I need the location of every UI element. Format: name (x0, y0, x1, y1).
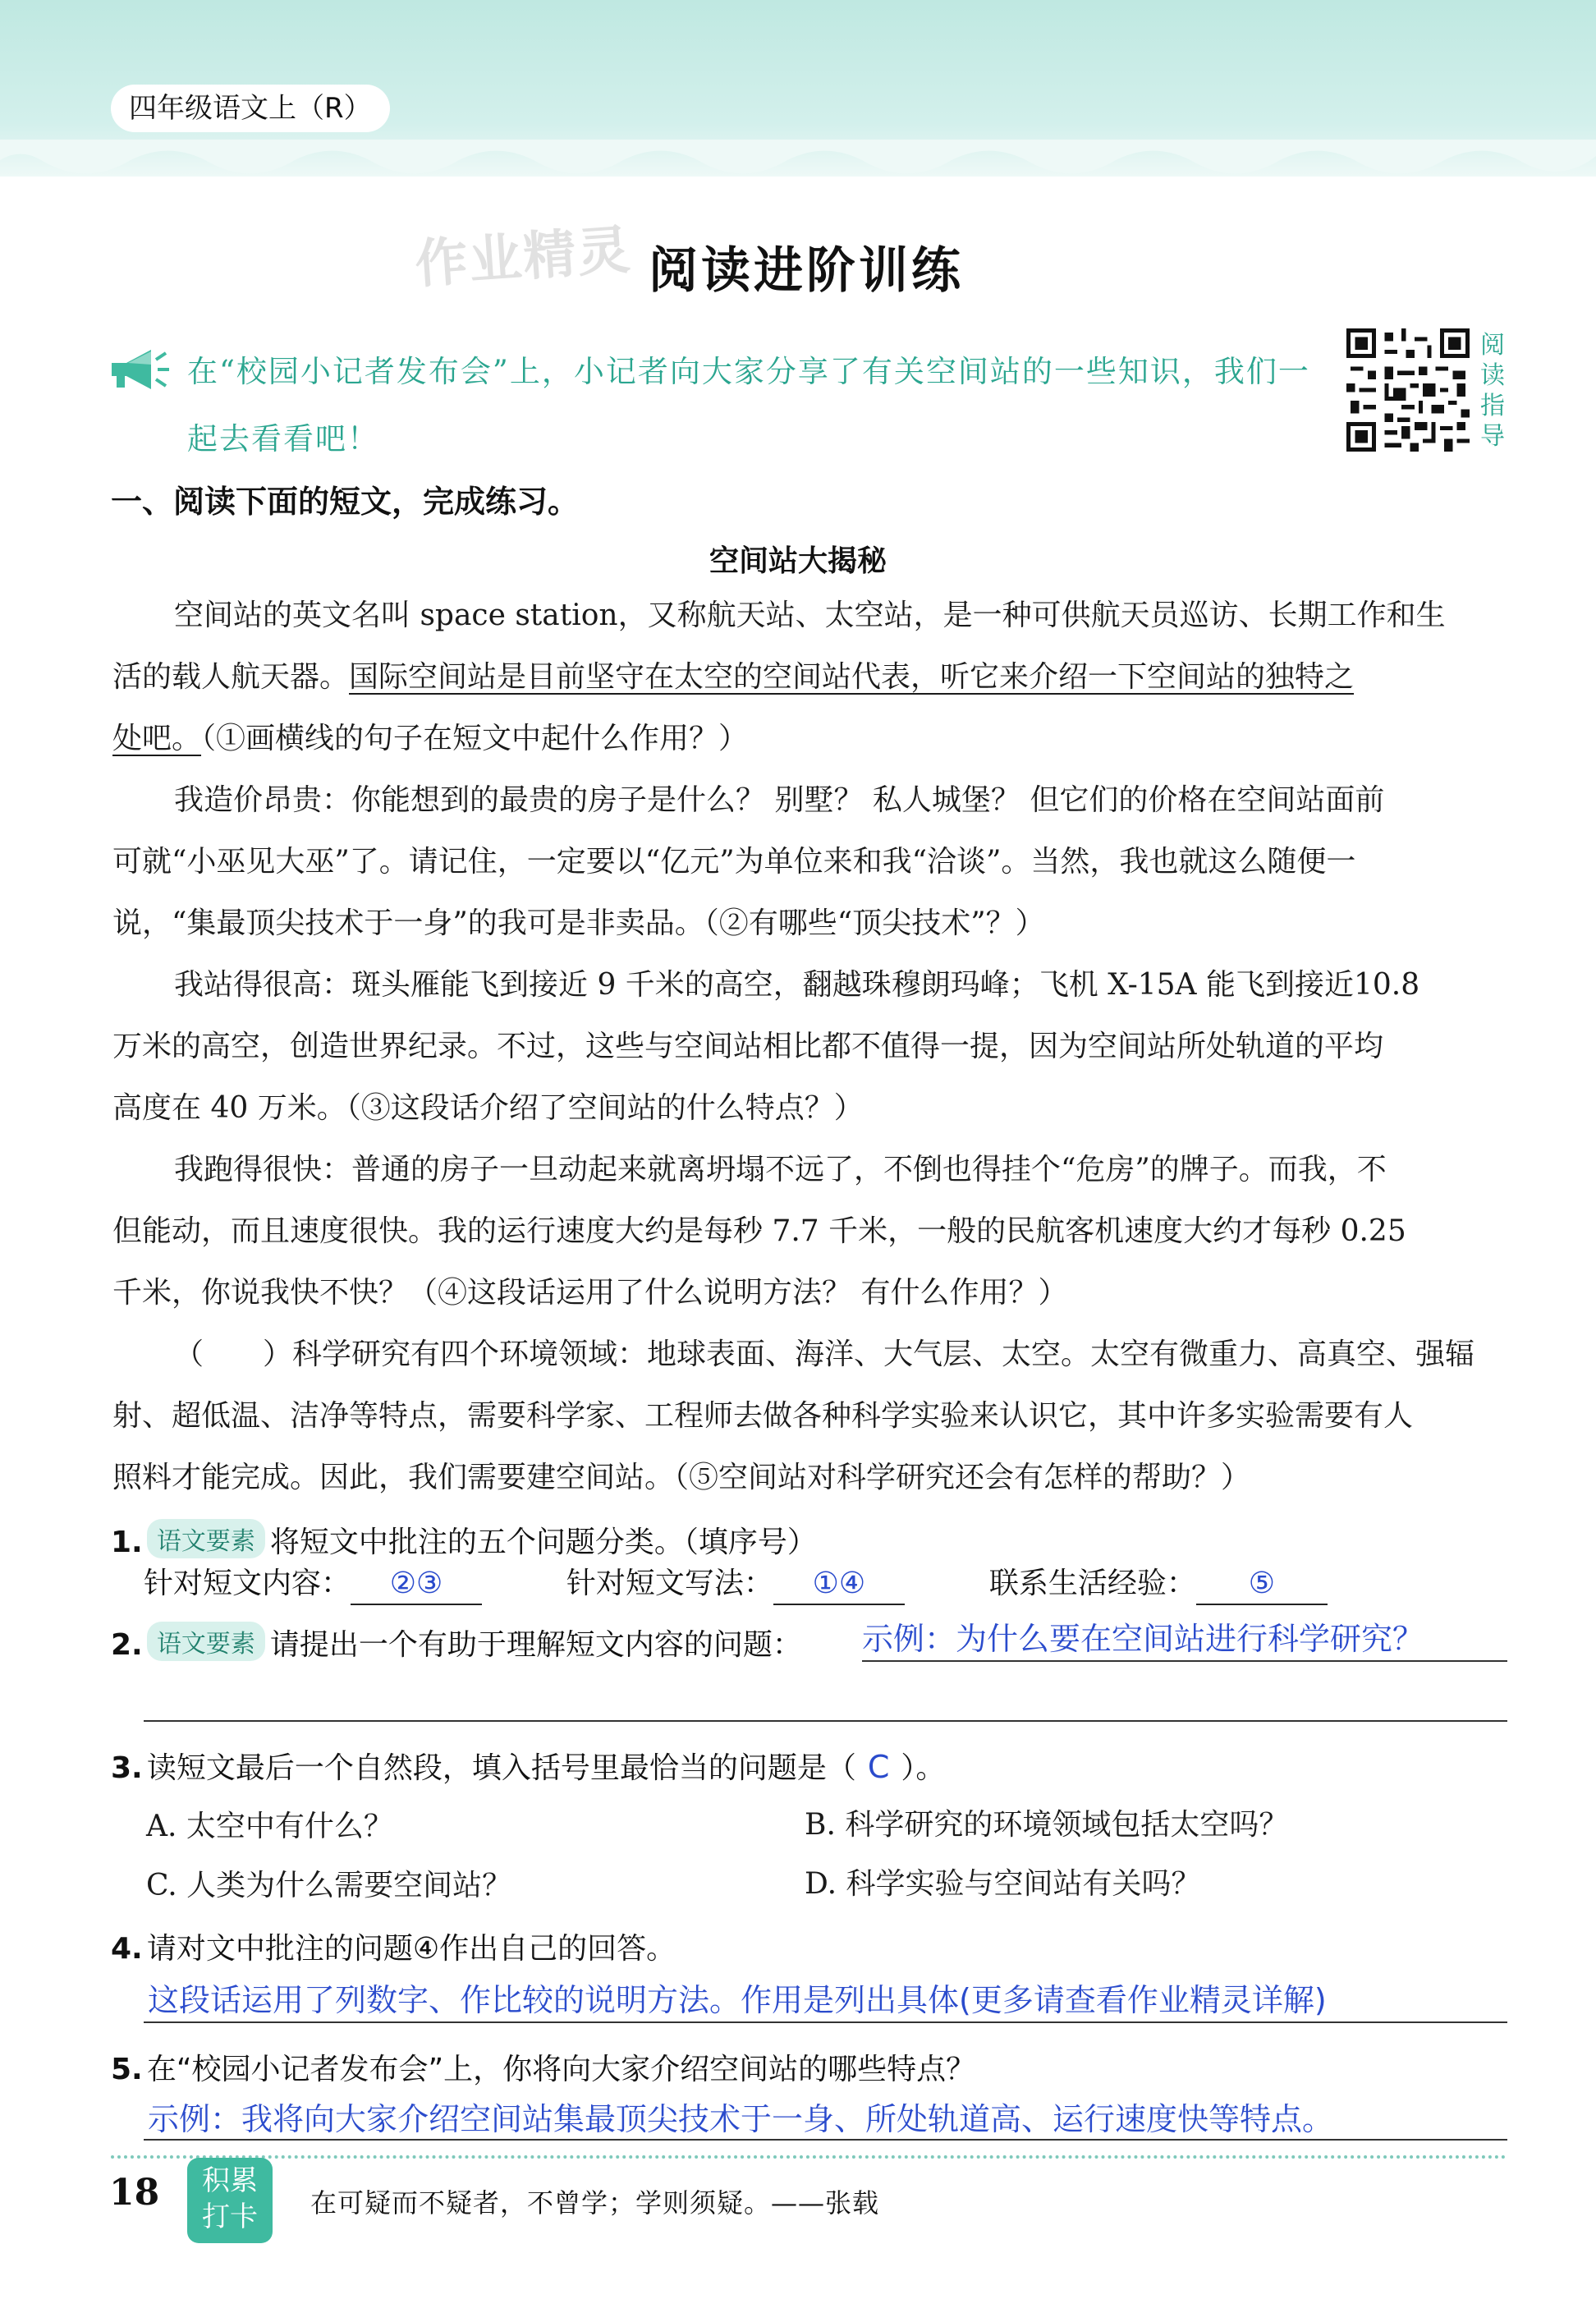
passage-p4-line3: 千米，你说我快不快？（④这段话运用了什么说明方法？ 有什么作用？） (112, 1276, 1068, 1310)
question-text: 在“校园小记者发布会”上，你将向大家介绍空间站的哪些特点？ (146, 2053, 976, 2086)
question-text: 读短文最后一个自然段，填入括号里最恰当的问题是（ (146, 1751, 856, 1785)
answer-label-content: 针对短文内容： (144, 1567, 351, 1600)
question-text: 请对文中批注的问题④作出自己的回答。 (146, 1932, 676, 1966)
answer-label-writing: 针对短文写法： (566, 1567, 773, 1600)
passage-p1-line1: 空间站的英文名叫 space station，又称航天站、太空站，是一种可供航天员巡访、长期工作和生 (174, 599, 1446, 632)
question-5 (111, 2046, 975, 2088)
option-b[interactable]: B. 科学研究的环境领域包括太空吗？ (805, 1808, 1289, 1842)
intro-line-2: 起去看看吧！ (187, 421, 379, 457)
answer-line (144, 1720, 1507, 1722)
question-text-end: ）。 (901, 1751, 946, 1785)
page-number: 18 (109, 2172, 160, 2214)
page-title: 阅读进阶训练 (649, 242, 964, 300)
qr-code-icon (1346, 328, 1470, 452)
badge-line: 积累 (202, 2164, 258, 2197)
question-text: 请提出一个有助于理解短文内容的问题： (269, 1628, 802, 1662)
passage-p3-line3: 高度在 40 万米。（③这段话介绍了空间站的什么特点？） (112, 1091, 864, 1125)
megaphone-icon (105, 345, 171, 394)
question-number: 1. (111, 1526, 143, 1559)
skill-tag: 语文要素 (147, 1622, 265, 1661)
passage-p1-line3 (112, 718, 748, 759)
question-text: 将短文中批注的五个问题分类。（填序号） (269, 1526, 817, 1559)
answer-line (144, 2021, 1507, 2023)
passage-p3-line1: 我站得很高：斑头雁能飞到接近 9 千米的高空，翻越珠穆朗玛峰；飞机 X-15A 能飞到接近10.8 (174, 968, 1420, 1002)
annotation-1: （①画横线的句子在短文中起什么作用？） (201, 722, 749, 755)
answer-line (144, 2139, 1507, 2141)
question-1-answers (144, 1560, 1328, 1605)
intro-line-1: 在“校园小记者发布会”上，小记者向大家分享了有关空间站的一些知识，我们一 (187, 354, 1310, 389)
question-number: 5. (111, 2053, 143, 2086)
footer-dotted-line (111, 2155, 1507, 2159)
passage-text: 活的载人航天器。 (112, 660, 350, 694)
passage-p2-line1: 我造价昂贵：你能想到的最贵的房子是什么？ 别墅？ 私人城堡？ 但它们的价格在空间站面前 (174, 783, 1385, 817)
option-c[interactable]: C. 人类为什么需要空间站？ (146, 1869, 512, 1902)
qr-guide-char: 读 (1480, 361, 1505, 390)
answer-label-life: 联系生活经验： (988, 1567, 1196, 1600)
underlined-sentence: 国际空间站是目前坚守在太空的空间站代表，听它来介绍一下空间站的独特之 (349, 660, 1355, 694)
question-5-answer[interactable]: 示例：我将向大家介绍空间站集最顶尖技术于一身、所处轨道高、运行速度快等特点。 (148, 2101, 1334, 2137)
qr-guide-char: 阅 (1480, 331, 1505, 360)
passage-p5-line1: （ ）科学研究有四个环境领域：地球表面、海洋、大气层、太空。太空有微重力、高真空、强辐 (174, 1338, 1475, 1371)
answer-writing[interactable]: ①④ (773, 1564, 905, 1605)
question-2-answer[interactable]: 示例：为什么要在空间站进行科学研究？ (862, 1621, 1424, 1657)
passage-p2-line3: 说，“集最顶尖技术于一身”的我可是非卖品。（②有哪些“顶尖技术”？） (112, 906, 1045, 940)
passage-p2-line2: 可就“小巫见大巫”了。请记住，一定要以“亿元”为单位来和我“洽谈”。当然，我也就这么随便一 (112, 845, 1356, 879)
option-a[interactable]: A. 太空中有什么？ (146, 1810, 393, 1843)
section-heading: 一、阅读下面的短文，完成练习。 (111, 484, 580, 520)
passage-title: 空间站大揭秘 (709, 544, 887, 578)
option-d[interactable]: D. 科学实验与空间站有关吗？ (805, 1867, 1201, 1901)
passage-p4-line2: 但能动，而且速度很快。我的运行速度大约是每秒 7.7 千米，一般的民航客机速度大约才每秒 0.25 (112, 1214, 1406, 1248)
answer-content[interactable]: ②③ (351, 1564, 482, 1605)
question-2 (111, 1622, 802, 1663)
skill-tag: 语文要素 (147, 1519, 265, 1558)
qr-guide-label (1478, 330, 1507, 452)
question-number: 3. (111, 1751, 143, 1785)
question-number: 4. (111, 1932, 143, 1966)
underlined-sentence: 处吧。 (112, 722, 202, 755)
badge-line: 打卡 (202, 2200, 258, 2233)
question-3-answer[interactable]: C (867, 1749, 890, 1785)
question-1 (111, 1519, 817, 1561)
question-3 (111, 1745, 945, 1787)
passage-p1-line2 (112, 657, 1354, 698)
passage-p3-line2: 万米的高空，创造世界纪录。不过，这些与空间站相比都不值得一提，因为空间站所处轨道的平均 (112, 1030, 1384, 1063)
footer-quote: 在可疑而不疑者，不曾学；学则须疑。——张载 (310, 2187, 880, 2219)
qr-guide-char: 指 (1480, 392, 1505, 420)
qr-guide-char: 导 (1480, 422, 1505, 451)
question-number: 2. (111, 1628, 143, 1662)
question-4-answer[interactable]: 这段话运用了列数字、作比较的说明方法。作用是列出具体(更多请查看作业精灵详解) (148, 1982, 1327, 2018)
passage-p5-line2: 射、超低温、洁净等特点，需要科学家、工程师去做各种科学实验来认识它，其中许多实验需要有人 (112, 1399, 1414, 1433)
header-wave (0, 140, 1596, 197)
watermark: 作业精灵 (413, 219, 634, 296)
question-4 (111, 1925, 676, 1967)
grade-label: 四年级语文上（R） (111, 85, 390, 132)
answer-life[interactable]: ⑤ (1196, 1564, 1328, 1605)
answer-line (862, 1660, 1507, 1662)
passage-p5-line3: 照料才能完成。因此，我们需要建空间站。（⑤空间站对科学研究还会有怎样的帮助？） (112, 1461, 1251, 1494)
accumulate-badge (187, 2158, 273, 2243)
passage-p4-line1: 我跑得很快：普通的房子一旦动起来就离坍塌不远了，不倒也得挂个“危房”的牌子。而我，不 (174, 1153, 1387, 1186)
